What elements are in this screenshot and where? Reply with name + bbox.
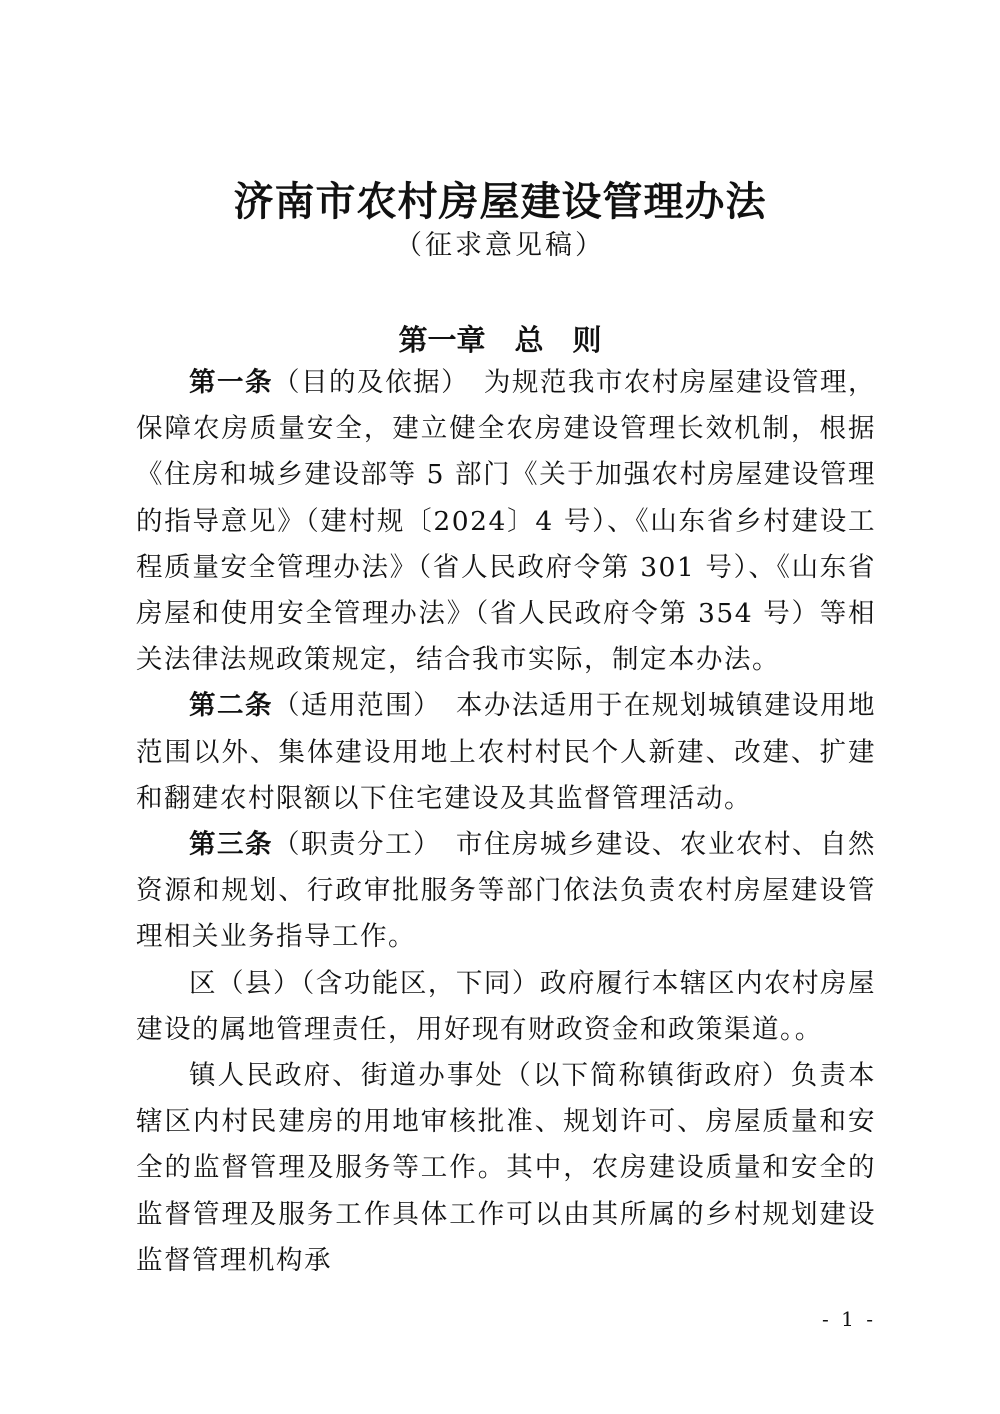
- article-3: [136, 822, 876, 961]
- article-3-heading: 第三条: [189, 829, 274, 861]
- page-number: - 1 -: [822, 1307, 876, 1331]
- article-3-text: （职责分工） 市住房城乡建设、农业农村、自然资源和规划、行政审批服务等部门依法负责农村房屋建设管理相关业务指导工作。: [136, 829, 876, 953]
- article-2-text: （适用范围） 本办法适用于在规划城镇建设用地范围以外、集体建设用地上农村村民个人新建、改建、扩建和翻建农村限额以下住宅建设及其监督管理活动。: [136, 690, 876, 814]
- document-body: [136, 360, 876, 1284]
- article-3-paragraph-3-text: 镇人民政府、街道办事处（以下简称镇街政府）负责本辖区内村民建房的用地审核批准、规划许可、房屋质量和安全的监督管理及服务等工作。其中，农房建设质量和安全的监督管理及服务工作具体工作可以由其所属的乡村规划建设监督管理机构承: [136, 1060, 876, 1276]
- article-2: [136, 683, 876, 822]
- article-1: [136, 360, 876, 683]
- article-1-text: （目的及依据） 为规范我市农村房屋建设管理，保障农房质量安全，建立健全农房建设管理长效机制，根据《住房和城乡建设部等 5 部门《关于加强农村房屋建设管理的指导意见》（建村规〔2024〕4 号）、《山东省乡村建设工程质量安全管理办法》（省人民政府令第 301 号）、《山东省房屋和使用安全管理办法》（省人民政府令第 354 号）等相关法律法规政策规定，结合我市实际，制定本办法。: [136, 367, 876, 676]
- article-3-paragraph-2-text: 区（县）（含功能区，下同）政府履行本辖区内农村房屋建设的属地管理责任，用好现有财政资金和政策渠道。。: [136, 967, 876, 1045]
- article-2-heading: 第二条: [189, 690, 274, 722]
- article-1-heading: 第一条: [189, 367, 274, 398]
- chapter-heading: 第一章 总 则: [398, 323, 602, 357]
- document-subtitle: （征求意见稿）: [395, 230, 605, 261]
- article-3-paragraph-2: [136, 961, 876, 1053]
- article-3-paragraph-3: [136, 1053, 876, 1284]
- document-title: 济南市农村房屋建设管理办法: [233, 178, 767, 225]
